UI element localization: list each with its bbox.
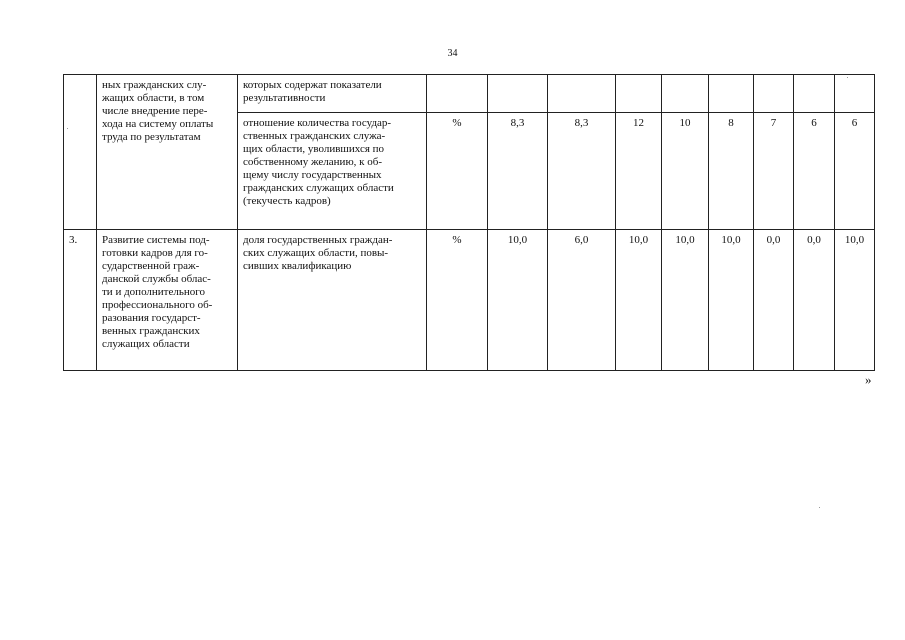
task-cell: Развитие системы под- готовки кадров для го- сударственной граж- данской службы облас- ти и дополнительного профессионального об- разования государст- венных гражданских служащих области xyxy=(97,230,238,371)
unit-cell xyxy=(427,75,488,113)
value-cell: 10,0 xyxy=(835,230,875,371)
value-cell: 12 xyxy=(616,113,662,230)
value-cell: 0,0 xyxy=(794,230,835,371)
value-cell: 8,3 xyxy=(548,113,616,230)
row-number-cell: 3. xyxy=(64,230,97,371)
value-cell: 10 xyxy=(662,113,709,230)
unit-cell: % xyxy=(427,230,488,371)
value-cell: 8 xyxy=(709,113,754,230)
value-cell: 6 xyxy=(835,113,875,230)
value-cell: 10,0 xyxy=(709,230,754,371)
row-number-cell xyxy=(64,75,97,230)
value-cell: 6,0 xyxy=(548,230,616,371)
scan-speck xyxy=(847,77,848,78)
value-cell xyxy=(662,75,709,113)
table-row xyxy=(64,230,875,371)
indicators-table xyxy=(63,74,875,371)
value-cell xyxy=(709,75,754,113)
table-row xyxy=(64,75,875,113)
value-cell xyxy=(488,75,548,113)
value-cell: 8,3 xyxy=(488,113,548,230)
value-cell xyxy=(794,75,835,113)
scan-speck xyxy=(819,507,820,508)
value-cell: 0,0 xyxy=(754,230,794,371)
unit-cell: % xyxy=(427,113,488,230)
indicator-cell: доля государственных граждан- ских служащих области, повы- сивших квалификацию xyxy=(238,230,427,371)
indicator-cell: отношение количества государ- ственных гражданских служа- щих области, уволившихся по собственному желанию, к об- щему числу государственных гражданских служащих области (текучесть кадров) xyxy=(238,113,427,230)
value-cell: 10,0 xyxy=(616,230,662,371)
value-cell xyxy=(835,75,875,113)
value-cell: 10,0 xyxy=(488,230,548,371)
page-number: 34 xyxy=(447,48,458,59)
scan-speck xyxy=(67,128,68,129)
value-cell xyxy=(548,75,616,113)
value-cell: 10,0 xyxy=(662,230,709,371)
value-cell xyxy=(616,75,662,113)
value-cell: 7 xyxy=(754,113,794,230)
task-cell: ных гражданских слу- жащих области, в том числе внедрение пере- хода на систему оплаты труда по результатам xyxy=(97,75,238,230)
value-cell xyxy=(754,75,794,113)
value-cell: 6 xyxy=(794,113,835,230)
indicator-cell: которых содержат показатели результативности xyxy=(238,75,427,113)
closing-quote: » xyxy=(865,372,872,387)
